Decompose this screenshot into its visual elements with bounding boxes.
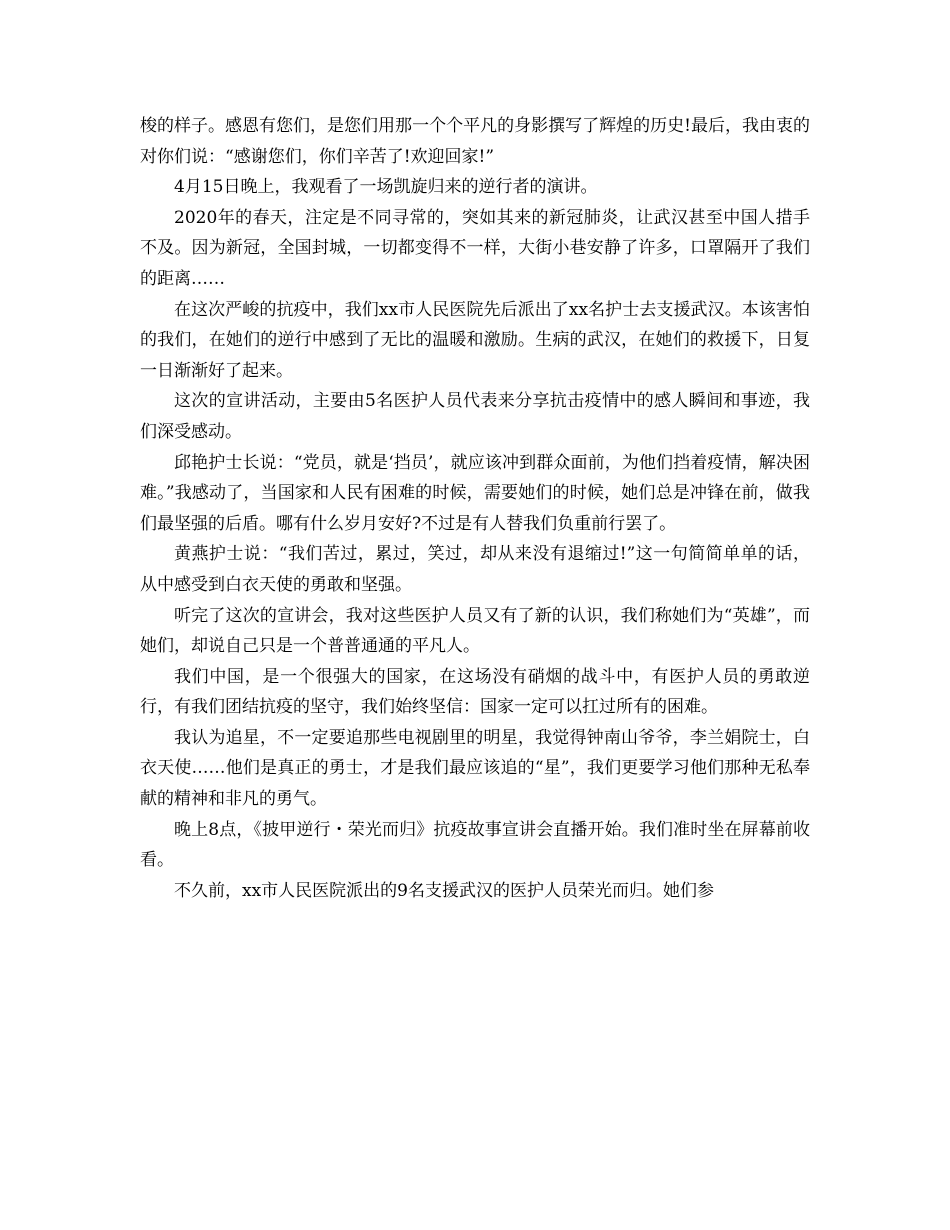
paragraph-8: 听完了这次的宣讲会，我对这些医护人员又有了新的认识，我们称她们为“英雄”，而她们，却说自己只是一个普普通通的平凡人。 — [140, 605, 810, 657]
paragraph-9: 我们中国，是一个很强大的国家，在这场没有硝烟的战斗中，有医护人员的勇敢逆行，有我们团结抗疫的坚守，我们始终坚信：国家一定可以扛过所有的困难。 — [140, 666, 810, 718]
paragraph-5: 这次的宣讲活动，主要由5名医护人员代表来分享抗击疫情中的感人瞬间和事迹，我们深受感动。 — [140, 391, 810, 442]
document-body — [140, 111, 810, 906]
paragraph-11: 晚上8点，《披甲逆行・荣光而归》抗疫故事宣讲会直播开始。我们准时坐在屏幕前收看。 — [140, 819, 810, 871]
paragraph-1: 梭的样子。感恩有您们，是您们用那一个个平凡的身影撰写了辉煌的历史!最后，我由衷的对你们说：“感谢您们，你们辛苦了!欢迎回家!” — [140, 116, 810, 167]
paragraph-12: 不久前，xx市人民医院派出的9名支援武汉的医护人员荣光而归。她们参 — [174, 880, 714, 901]
paragraph-10: 我认为追星，不一定要追那些电视剧里的明星，我觉得钟南山爷爷，李兰娟院士，白衣天使……他们是真正的勇士，才是我们最应该追的“星”，我们更要学习他们那种无私奉献的精神和非凡的勇气。 — [140, 727, 810, 810]
paragraph-3: 2020年的春天，注定是不同寻常的，突如其来的新冠肺炎，让武汉甚至中国人措手不及。因为新冠，全国封城，一切都变得不一样，大街小巷安静了许多，口罩隔开了我们的距离…… — [140, 207, 810, 289]
paragraph-6: 邱艳护士长说：“党员，就是‘挡员’，就应该冲到群众面前，为他们挡着疫情，解决困难。”我感动了，当国家和人民有困难的时候，需要她们的时候，她们总是冲锋在前，做我们最坚强的后盾。哪有什么岁月安好?不过是有人替我们负重前行罢了。 — [140, 452, 810, 534]
paragraph-7: 黄燕护士说：“我们苦过，累过，笑过，却从来没有退缩过!”这一句简简单单的话，从中感受到白衣天使的勇敢和坚强。 — [140, 544, 810, 595]
paragraph-4: 在这次严峻的抗疫中，我们xx市人民医院先后派出了xx名护士去支援武汉。本该害怕的我们，在她们的逆行中感到了无比的温暖和激励。生病的武汉，在她们的救援下，日复一日渐渐好了起来。 — [140, 299, 810, 381]
paragraph-2: 4月15日晚上，我观看了一场凯旋归来的逆行者的演讲。 — [174, 177, 598, 198]
